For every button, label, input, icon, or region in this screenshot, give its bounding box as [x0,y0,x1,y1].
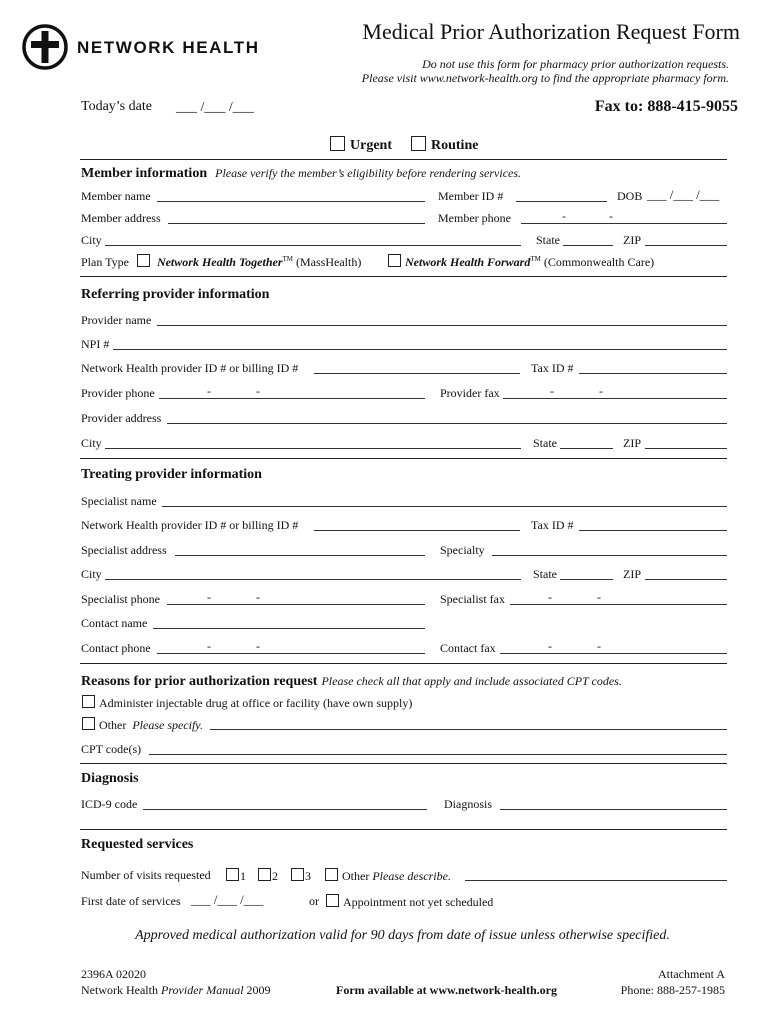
fax-dash: - [597,639,601,653]
reasons-section-heading [81,672,622,690]
member-id-field[interactable] [516,201,607,202]
member-phone-field[interactable] [521,223,727,224]
divider [80,276,727,277]
member-address-field[interactable] [168,223,425,224]
provider-name-label: Provider name [81,313,152,327]
provider-city-field[interactable] [105,448,521,449]
fax-dash: - [548,590,552,604]
plan-together-checkbox[interactable] [137,254,150,267]
specialist-name-label: Specialist name [81,494,157,508]
urgent-checkbox[interactable] [330,136,345,151]
specialist-city-label: City [81,567,102,581]
todays-date-label: Today’s date [81,99,152,114]
member-state-label: State [536,233,560,247]
provider-name-field[interactable] [157,325,727,326]
reason-injectable-option[interactable] [82,695,412,711]
specialist-state-label: State [533,567,557,581]
member-name-label: Member name [81,189,151,203]
treating-heading: Treating provider information [81,467,262,482]
divider [80,159,727,160]
provider-city-label: City [81,436,102,450]
trademark: TM [282,255,293,263]
visit-1-checkbox[interactable] [226,868,239,881]
provider-zip-label: ZIP [623,436,641,450]
specialist-city-field[interactable] [105,579,521,580]
manual-reference [81,983,271,998]
icd-field[interactable] [143,809,427,810]
specialist-zip-label: ZIP [623,567,641,581]
provider-taxid-label: Tax ID # [531,361,574,375]
specialist-zip-field[interactable] [645,579,727,580]
urgent-option[interactable] [330,136,392,154]
logo [22,24,282,74]
fax-dash: - [599,384,603,398]
contact-fax-field[interactable] [500,653,727,654]
member-zip-label: ZIP [623,233,641,247]
specialist-address-field[interactable] [175,555,425,556]
specialist-billing-field[interactable] [314,530,520,531]
member-address-label: Member address [81,211,161,225]
specialist-phone-label: Specialist phone [81,592,160,606]
provider-address-label: Provider address [81,411,162,425]
logo-text: NETWORK HEALTH [77,38,260,57]
approval-note: Approved medical authorization valid for 90 days from date of issue unless otherwise specified. [135,928,670,943]
visit-3-label: 3 [305,869,311,883]
visit-2-label: 2 [272,869,278,883]
reason-other-option[interactable] [82,717,203,733]
contact-phone-label: Contact phone [81,641,151,655]
reasons-note: Please check all that apply and include associated CPT codes. [321,674,622,688]
manual-year: 2009 [246,983,271,997]
specialist-taxid-label: Tax ID # [531,518,574,532]
member-phone-label: Member phone [438,211,511,225]
divider [80,663,727,664]
specialist-name-field[interactable] [162,506,727,507]
dob-field[interactable]: ___ /___ /___ [647,187,720,202]
reasons-heading: Reasons for prior authorization request [81,674,318,689]
phone-dash: - [207,384,211,398]
manual-prefix: Network Health [81,983,158,997]
referring-heading: Referring provider information [81,287,270,302]
specialty-field[interactable] [492,555,727,556]
injectable-checkbox[interactable] [82,695,95,708]
visit-other-label: Other [342,869,370,883]
specialist-taxid-field[interactable] [579,530,727,531]
contact-name-field[interactable] [153,628,425,629]
routine-checkbox[interactable] [411,136,426,151]
specialist-fax-field[interactable] [510,604,727,605]
phone-dash: - [256,384,260,398]
manual-name: Provider Manual [160,983,244,997]
specialty-label: Specialty [440,543,485,557]
divider [80,829,727,830]
other-reason-note: Please specify. [132,718,203,732]
phone-dash: - [256,590,260,604]
plan-forward-name: Network Health Forward [405,255,531,269]
member-city-field[interactable] [105,245,521,246]
specialist-state-field[interactable] [560,579,613,580]
form-title: Medical Prior Authorization Request Form [362,19,740,44]
member-name-field[interactable] [157,201,425,202]
provider-billing-field[interactable] [314,373,520,374]
form-code: 2396A 02020 [81,967,147,981]
trademark: TM [530,255,541,263]
phone-dash: - [207,590,211,604]
visit-option-2[interactable] [258,868,278,884]
other-reason-checkbox[interactable] [82,717,95,730]
pharmacy-note-line2: Please visit www.network-health.org to find the appropriate pharmacy form. [361,71,729,85]
member-section-heading [81,164,521,182]
contact-phone-field[interactable] [157,653,425,654]
plan-together-name: Network Health Together [156,255,283,269]
routine-option[interactable] [411,136,478,154]
or-label: or [309,894,319,908]
form-available: Form available at www.network-health.org [336,983,557,997]
visit-3-checkbox[interactable] [291,868,304,881]
member-state-field[interactable] [563,245,613,246]
pharmacy-note-line1: Do not use this form for pharmacy prior authorization requests. [422,57,729,71]
todays-date-field[interactable]: ___ /___ /___ [176,100,254,115]
other-reason-field[interactable] [210,729,727,730]
visits-label: Number of visits requested [81,868,211,882]
fax-to: Fax to: 888-415-9055 [594,98,738,115]
urgent-label: Urgent [350,138,392,153]
visit-other-note: Please describe. [372,869,451,883]
visit-2-checkbox[interactable] [258,868,271,881]
diagnosis-field[interactable] [500,809,727,810]
services-heading: Requested services [81,837,194,852]
first-date-field[interactable]: ___ /___ /___ [191,892,264,907]
fax-dash: - [597,590,601,604]
provider-fax-field[interactable] [503,398,727,399]
diagnosis-label: Diagnosis [444,797,492,811]
specialist-billing-label: Network Health provider ID # or billing ID # [81,518,299,532]
phone-dash: - [609,209,613,223]
member-note: Please verify the member’s eligibility before rendering services. [215,166,522,180]
contact-name-label: Contact name [81,616,148,630]
provider-zip-field[interactable] [645,448,727,449]
plan-type-row [81,254,361,270]
provider-billing-label: Network Health provider ID # or billing ID # [81,361,299,375]
provider-taxid-field[interactable] [579,373,727,374]
phone-dash: - [207,639,211,653]
cpt-field[interactable] [149,754,727,755]
visit-other-checkbox[interactable] [325,868,338,881]
cpt-label: CPT code(s) [81,742,142,756]
visit-option-3[interactable] [291,868,311,884]
visit-other-field[interactable] [465,880,727,881]
provider-fax-label: Provider fax [440,386,500,400]
injectable-label: Administer injectable drug at office or facility (have own supply) [99,696,413,710]
divider [80,763,727,764]
other-reason-label: Other [99,718,127,732]
appt-not-scheduled-label: Appointment not yet scheduled [343,895,494,909]
diagnosis-heading: Diagnosis [81,771,139,786]
member-heading: Member information [81,166,208,181]
visit-other-option[interactable] [325,868,451,884]
visit-1-label: 1 [240,869,246,883]
network-health-cross-icon [22,24,68,70]
plan-forward-option [388,254,654,270]
plan-type-label: Plan Type [81,255,129,269]
provider-phone-label: Provider phone [81,386,155,400]
routine-label: Routine [431,138,479,153]
fax-dash: - [548,639,552,653]
npi-label: NPI # [81,337,110,351]
provider-address-field[interactable] [167,423,727,424]
member-city-label: City [81,233,102,247]
divider [80,458,727,459]
plan-together-suffix: (MassHealth) [296,255,362,269]
visit-option-1[interactable] [226,868,246,884]
provider-phone-field[interactable] [159,398,425,399]
appt-option[interactable] [326,894,493,910]
dob-label: DOB [617,189,643,203]
npi-field[interactable] [113,349,727,350]
first-date-label: First date of services [81,894,181,908]
specialist-address-label: Specialist address [81,543,167,557]
footer-phone: Phone: 888-257-1985 [620,983,725,997]
plan-forward-suffix: (Commonwealth Care) [543,255,655,269]
plan-forward-checkbox[interactable] [388,254,401,267]
member-id-label: Member ID # [438,189,504,203]
phone-dash: - [256,639,260,653]
provider-state-field[interactable] [560,448,613,449]
appt-not-scheduled-checkbox[interactable] [326,894,339,907]
contact-fax-label: Contact fax [440,641,496,655]
member-zip-field[interactable] [645,245,727,246]
fax-dash: - [550,384,554,398]
specialist-phone-field[interactable] [167,604,425,605]
phone-dash: - [562,209,566,223]
provider-state-label: State [533,436,557,450]
specialist-fax-label: Specialist fax [440,592,505,606]
attachment-label: Attachment A [658,967,725,981]
icd-label: ICD-9 code [81,797,138,811]
